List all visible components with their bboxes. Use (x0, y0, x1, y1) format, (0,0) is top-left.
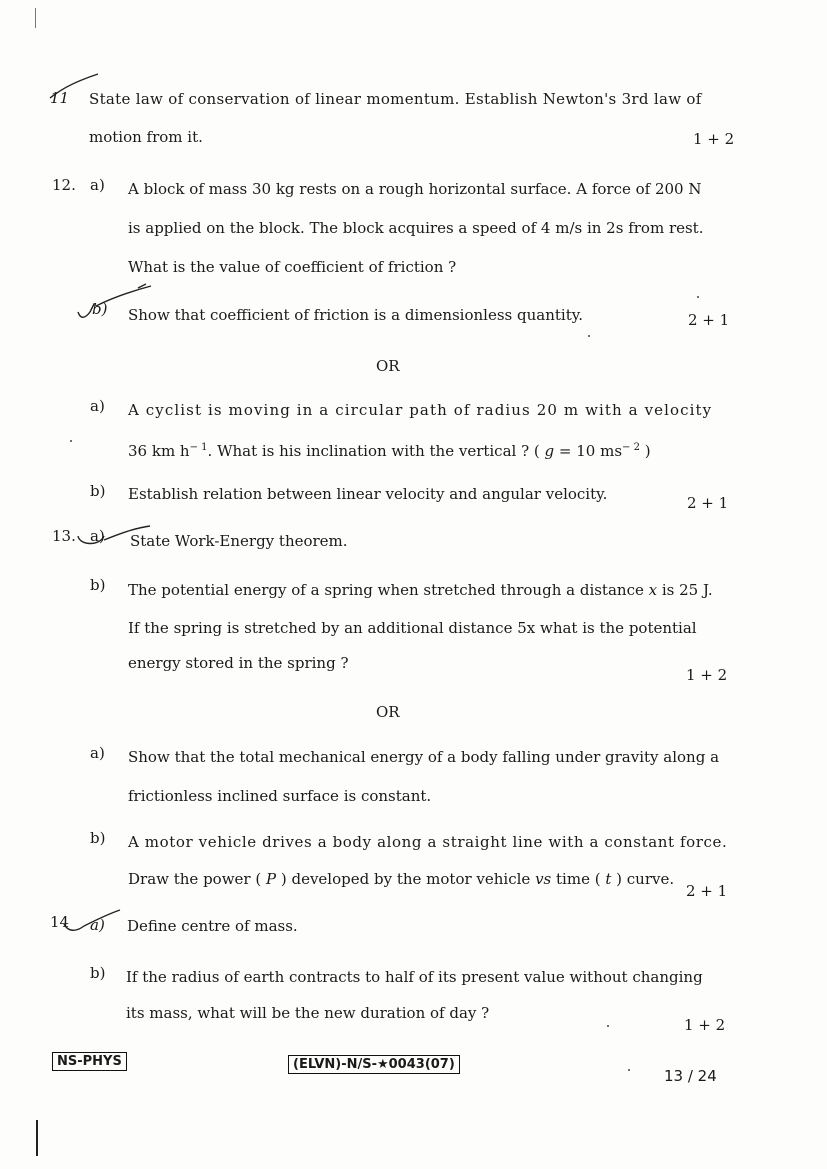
scan-speck (697, 296, 699, 298)
q13-a-label: a) (90, 527, 105, 545)
time-text: time ( (551, 870, 606, 888)
q13-marks-2: 2 + 1 (686, 882, 728, 900)
q13-alt-b-line1: A motor vehicle drives a body along a straight line with a constant force. (128, 833, 728, 851)
scan-speck (607, 1025, 609, 1027)
q12-b-label: b) (92, 300, 108, 318)
curve-text: ) curve. (611, 870, 675, 888)
q12-a-label: a) (90, 176, 105, 194)
q14-b-line1: If the radius of earth contracts to half of its present value without changing (126, 968, 703, 986)
q14-a-label: a) (90, 916, 105, 934)
q12-or: OR (376, 357, 400, 375)
variable-g: g (544, 442, 555, 460)
variable-t: t (605, 870, 612, 888)
scan-speck (70, 440, 72, 442)
q11-line2: motion from it. (89, 128, 203, 146)
q12-a-line2: is applied on the block. The block acquires a speed of 4 m/s in 2s from rest. (128, 219, 704, 237)
q13-number: 13. (52, 527, 76, 545)
q12-alt-b-line1: Establish relation between linear velocity and angular velocity. (128, 485, 608, 503)
q13-b-line3: energy stored in the spring ? (128, 654, 349, 672)
variable-x: x (648, 581, 658, 599)
vs-text: vs (535, 870, 552, 888)
velocity-text: 36 km h (128, 442, 190, 460)
scan-speck (588, 335, 590, 337)
q11-number: 11 (50, 89, 70, 107)
spring-text: The potential energy of a spring when stretched through a distance (128, 581, 649, 599)
q12-alt-a-line2 (128, 439, 651, 460)
scan-edge-mark (35, 8, 36, 28)
q12-a-line1: A block of mass 30 kg rests on a rough horizontal surface. A force of 200 N (128, 180, 702, 198)
q12-alt-a-line1: A cyclist is moving in a circular path of radius 20 m with a velocity (128, 401, 713, 419)
question-text: . What is his inclination with the vertical ? ( (207, 442, 545, 460)
scan-speck (628, 1069, 630, 1071)
energy-value: is 25 J. (657, 581, 713, 599)
scan-edge-mark (36, 1120, 38, 1156)
q12-number: 12. (52, 176, 76, 194)
gravity-value: = 10 ms (554, 442, 623, 460)
paper-code-box: (ELVN)-N/S-★0043(07) (288, 1055, 460, 1074)
q13-alt-a-line2: frictionless inclined surface is constant. (128, 787, 432, 805)
q12-b-line1: Show that coefficient of friction is a dimensionless quantity. (128, 306, 583, 324)
q13-b-label: b) (90, 576, 106, 594)
q13-alt-b-line2 (128, 870, 674, 888)
superscript: − 2 (622, 442, 640, 453)
paren: ) (639, 442, 651, 460)
variable-P: P (266, 870, 277, 888)
superscript: − 1 (189, 442, 208, 453)
q14-marks: 1 + 2 (684, 1016, 726, 1034)
subject-code-box: NS-PHYS (52, 1052, 127, 1071)
q11-marks: 1 + 2 (693, 130, 735, 148)
q13-alt-b-label: b) (90, 829, 106, 847)
q14-a-line1: Define centre of mass. (127, 917, 298, 935)
page-number: 13 / 24 (664, 1067, 717, 1085)
q13-or: OR (376, 703, 400, 721)
q14-number: 14 (50, 913, 70, 931)
q13-alt-a-label: a) (90, 744, 105, 762)
q13-alt-a-line1: Show that the total mechanical energy of a body falling under gravity along a (128, 748, 720, 766)
q11-line1: State law of conservation of linear momentum. Establish Newton's 3rd law of (89, 90, 702, 108)
q12-marks-1: 2 + 1 (688, 311, 730, 329)
power-text: ) developed by the motor vehicle (276, 870, 536, 888)
q12-a-line3: What is the value of coefficient of friction ? (128, 258, 457, 276)
q13-b-line1 (128, 581, 713, 599)
q12-alt-a-label: a) (90, 397, 105, 415)
q14-b-label: b) (90, 964, 106, 982)
q13-a-line1: State Work-Energy theorem. (130, 532, 348, 550)
q14-b-line2: its mass, what will be the new duration of day ? (126, 1004, 490, 1022)
q13-marks-1: 1 + 2 (686, 666, 728, 684)
draw-text: Draw the power ( (128, 870, 266, 888)
q12-marks-2: 2 + 1 (687, 494, 729, 512)
q12-alt-b-label: b) (90, 482, 106, 500)
q13-b-line2: If the spring is stretched by an additional distance 5x what is the potential (128, 619, 697, 637)
